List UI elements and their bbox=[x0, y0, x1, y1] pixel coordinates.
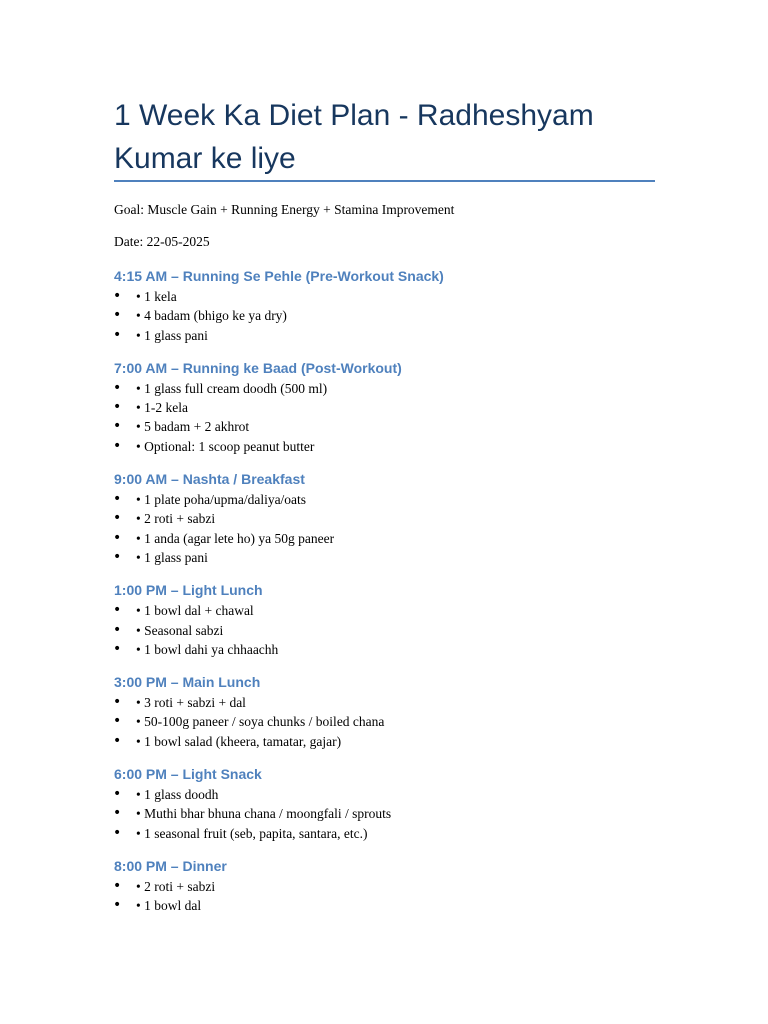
meal-section-heading: 7:00 AM – Running ke Baad (Post-Workout) bbox=[114, 359, 402, 376]
list-item-text: • 4 badam (bhigo ke ya dry) bbox=[136, 308, 287, 324]
list-item-text: • 1 glass doodh bbox=[136, 787, 219, 803]
list-item bbox=[114, 621, 674, 640]
list-item bbox=[114, 804, 674, 823]
list-item bbox=[114, 896, 674, 915]
list-item bbox=[114, 417, 674, 436]
meal-item-list bbox=[114, 379, 674, 456]
list-item bbox=[114, 548, 674, 567]
bullet-icon: • bbox=[113, 732, 122, 749]
list-item-text: • 50-100g paneer / soya chunks / boiled chana bbox=[136, 714, 385, 730]
list-item-text: • 1 glass pani bbox=[136, 327, 208, 343]
list-item bbox=[114, 693, 674, 712]
list-item-text: • 1 bowl salad (kheera, tamatar, gajar) bbox=[136, 733, 342, 749]
list-item bbox=[114, 785, 674, 804]
meal-section bbox=[114, 265, 674, 345]
list-item-text: • 2 roti + sabzi bbox=[136, 878, 216, 894]
list-item-text: • 1 seasonal fruit (seb, papita, santara, etc.) bbox=[136, 825, 368, 841]
list-item bbox=[114, 732, 674, 751]
list-item-text: • 1 anda (agar lete ho) ya 50g paneer bbox=[136, 530, 335, 546]
document-title: 1 Week Ka Diet Plan - Radheshyam Kumar ke liye bbox=[114, 99, 594, 175]
bullet-icon: • bbox=[113, 529, 122, 546]
meal-section-heading: 9:00 AM – Nashta / Breakfast bbox=[114, 471, 305, 488]
bullet-icon: • bbox=[113, 510, 122, 527]
list-item bbox=[114, 398, 674, 417]
bullet-icon: • bbox=[113, 399, 122, 416]
bullet-icon: • bbox=[113, 379, 122, 396]
bullet-icon: • bbox=[113, 548, 122, 565]
list-item bbox=[114, 640, 674, 659]
bullet-icon: • bbox=[113, 805, 122, 822]
meal-section bbox=[114, 855, 674, 916]
list-item bbox=[114, 437, 674, 456]
list-item bbox=[114, 509, 674, 528]
meal-section bbox=[114, 579, 674, 659]
list-item-text: • 2 roti + sabzi bbox=[136, 511, 216, 527]
meal-section bbox=[114, 671, 674, 751]
bullet-icon: • bbox=[113, 602, 122, 619]
bullet-icon: • bbox=[113, 897, 122, 914]
bullet-icon: • bbox=[113, 713, 122, 730]
list-item bbox=[114, 490, 674, 509]
bullet-icon: • bbox=[113, 288, 122, 304]
list-item-text: • 1 glass pani bbox=[136, 549, 208, 565]
list-item bbox=[114, 379, 674, 398]
list-item bbox=[114, 529, 674, 548]
list-item-text: • Muthi bhar bhuna chana / moongfali / sprouts bbox=[136, 806, 392, 822]
bullet-icon: • bbox=[113, 877, 122, 894]
list-item bbox=[114, 287, 674, 306]
bullet-icon: • bbox=[113, 786, 122, 803]
bullet-icon: • bbox=[113, 824, 122, 841]
list-item bbox=[114, 824, 674, 843]
meal-item-list bbox=[114, 785, 674, 843]
meal-section bbox=[114, 357, 674, 456]
list-item-text: • 5 badam + 2 akhrot bbox=[136, 419, 250, 435]
list-item bbox=[114, 326, 674, 345]
bullet-icon: • bbox=[113, 640, 122, 657]
list-item bbox=[114, 306, 674, 325]
bullet-icon: • bbox=[113, 418, 122, 435]
goal-line: Goal: Muscle Gain + Running Energy + Stamina Improvement bbox=[114, 202, 455, 217]
meal-section-heading: 8:00 PM – Dinner bbox=[114, 857, 227, 874]
date-line: Date: 22-05-2025 bbox=[114, 234, 210, 249]
list-item bbox=[114, 712, 674, 731]
meal-section-heading: 1:00 PM – Light Lunch bbox=[114, 582, 263, 599]
list-item-text: • 1 bowl dahi ya chhaachh bbox=[136, 641, 279, 657]
bullet-icon: • bbox=[113, 621, 122, 638]
meal-item-list bbox=[114, 287, 674, 345]
list-item-text: • 1 glass full cream doodh (500 ml) bbox=[136, 380, 328, 396]
bullet-icon: • bbox=[113, 437, 122, 454]
bullet-icon: • bbox=[113, 694, 122, 711]
meal-item-list bbox=[114, 490, 674, 567]
list-item-text: • 1 plate poha/upma/daliya/oats bbox=[136, 492, 307, 508]
meal-section bbox=[114, 763, 674, 843]
list-item bbox=[114, 601, 674, 620]
diet-sections bbox=[114, 265, 674, 928]
title-underline bbox=[114, 180, 655, 182]
list-item-text: • 1 kela bbox=[136, 289, 177, 304]
meal-item-list bbox=[114, 601, 674, 659]
list-item-text: • Optional: 1 scoop peanut butter bbox=[136, 438, 315, 454]
meal-section-heading: 6:00 PM – Light Snack bbox=[114, 766, 262, 783]
list-item-text: • 1-2 kela bbox=[136, 400, 188, 416]
bullet-icon: • bbox=[113, 307, 122, 324]
meal-section-heading: 4:15 AM – Running Se Pehle (Pre-Workout Snack) bbox=[114, 268, 444, 284]
meal-item-list bbox=[114, 693, 674, 751]
bullet-icon: • bbox=[113, 491, 122, 508]
meal-section-heading: 3:00 PM – Main Lunch bbox=[114, 674, 261, 691]
list-item-text: • 1 bowl dal bbox=[136, 898, 202, 914]
bullet-icon: • bbox=[113, 326, 122, 343]
meal-item-list bbox=[114, 877, 674, 916]
list-item-text: • Seasonal sabzi bbox=[136, 622, 224, 638]
list-item bbox=[114, 877, 674, 896]
meal-section bbox=[114, 468, 674, 567]
list-item-text: • 3 roti + sabzi + dal bbox=[136, 695, 246, 711]
list-item-text: • 1 bowl dal + chawal bbox=[136, 603, 254, 619]
